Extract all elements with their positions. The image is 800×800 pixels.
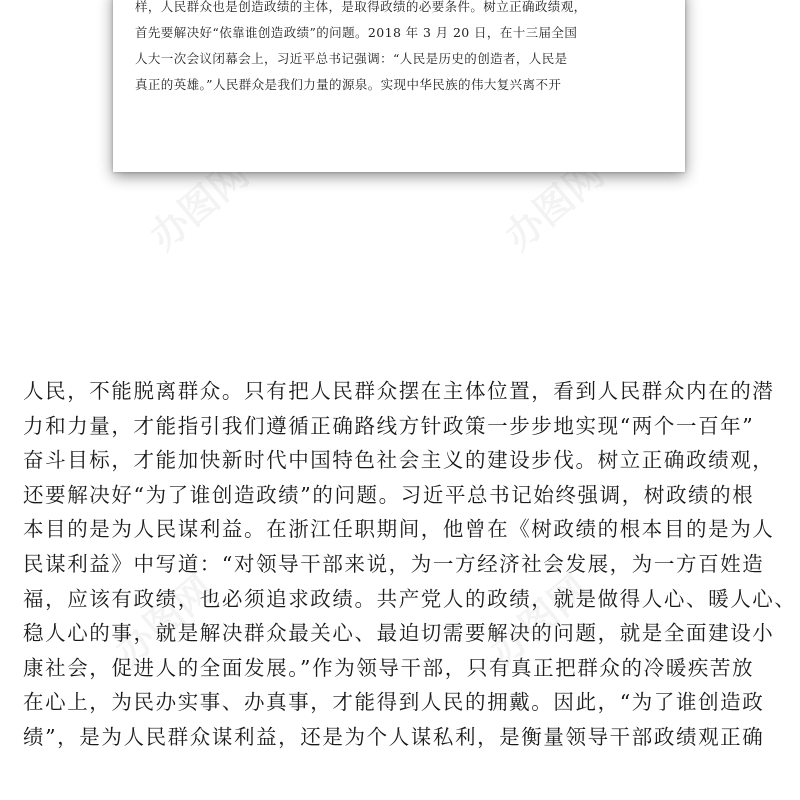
body-text-line: 还要解决好“为了谁创造政绩”的问题。习近平总书记始终强调，树政绩的根 [23, 482, 755, 507]
card-text-line: 真正的英雄。”人民群众是我们力量的源泉。实现中华民族的伟大复兴离不开 [135, 77, 562, 92]
card-text-line: 首先要解决好“依靠谁创造政绩”的问题。2018 年 3 月 20 日，在十三届全国 [135, 25, 578, 40]
body-text-line: 本目的是为人民谋利益。在浙江任职期间，他曾在《树政绩的根本目的是为人 [23, 517, 775, 542]
watermark: 办图网 [106, 566, 223, 674]
card-text-line: 样，人民群众也是创造政绩的主体，是取得政绩的必要条件。树立正确政绩观， [135, 0, 587, 14]
watermark: 办图网 [481, 566, 598, 674]
body-text-line: 力和力量，才能指引我们遵循正确路线方针政策一步步地实现“两个一百年” [23, 413, 755, 438]
body-text-line: 稳人心的事，就是解决群众最关心、最迫切需要解决的问题，就是全面建设小 [23, 621, 775, 646]
watermark: 办图网 [141, 151, 258, 259]
body-text-line: 民谋利益》中写道：“对领导干部来说，为一方经济社会发展，为一方百姓造 [23, 551, 765, 576]
body-text-line: 人民，不能脱离群众。只有把人民群众摆在主体位置，看到人民群众内在的潜 [23, 379, 775, 403]
body-text-line: 康社会，促进人的全面发展。”作为领导干部，只有真正把群众的冷暖疾苦放 [23, 655, 755, 680]
body-paragraph [23, 374, 797, 755]
body-text-line: 绩”，是为人民群众谋利益，还是为个人谋私利，是衡量领导干部政绩观正确 [23, 724, 765, 749]
card-paragraph [135, 0, 635, 98]
body-text-line: 奋斗目标，才能加快新时代中国特色社会主义的建设步伐。树立正确政绩观， [23, 448, 775, 473]
body-text-line: 福，应该有政绩，也必须追求政绩。共产党人的政绩，就是做得人心、暖人心、 [23, 586, 797, 611]
watermark: 办图网 [496, 151, 613, 259]
body-text-line: 在心上，为民办实事、办真事，才能得到人民的拥戴。因此，“为了谁创造政 [23, 690, 765, 715]
card-text-line: 人大一次会议闭幕会上，习近平总书记强调：“人民是历史的创造者，人民是 [135, 51, 568, 66]
